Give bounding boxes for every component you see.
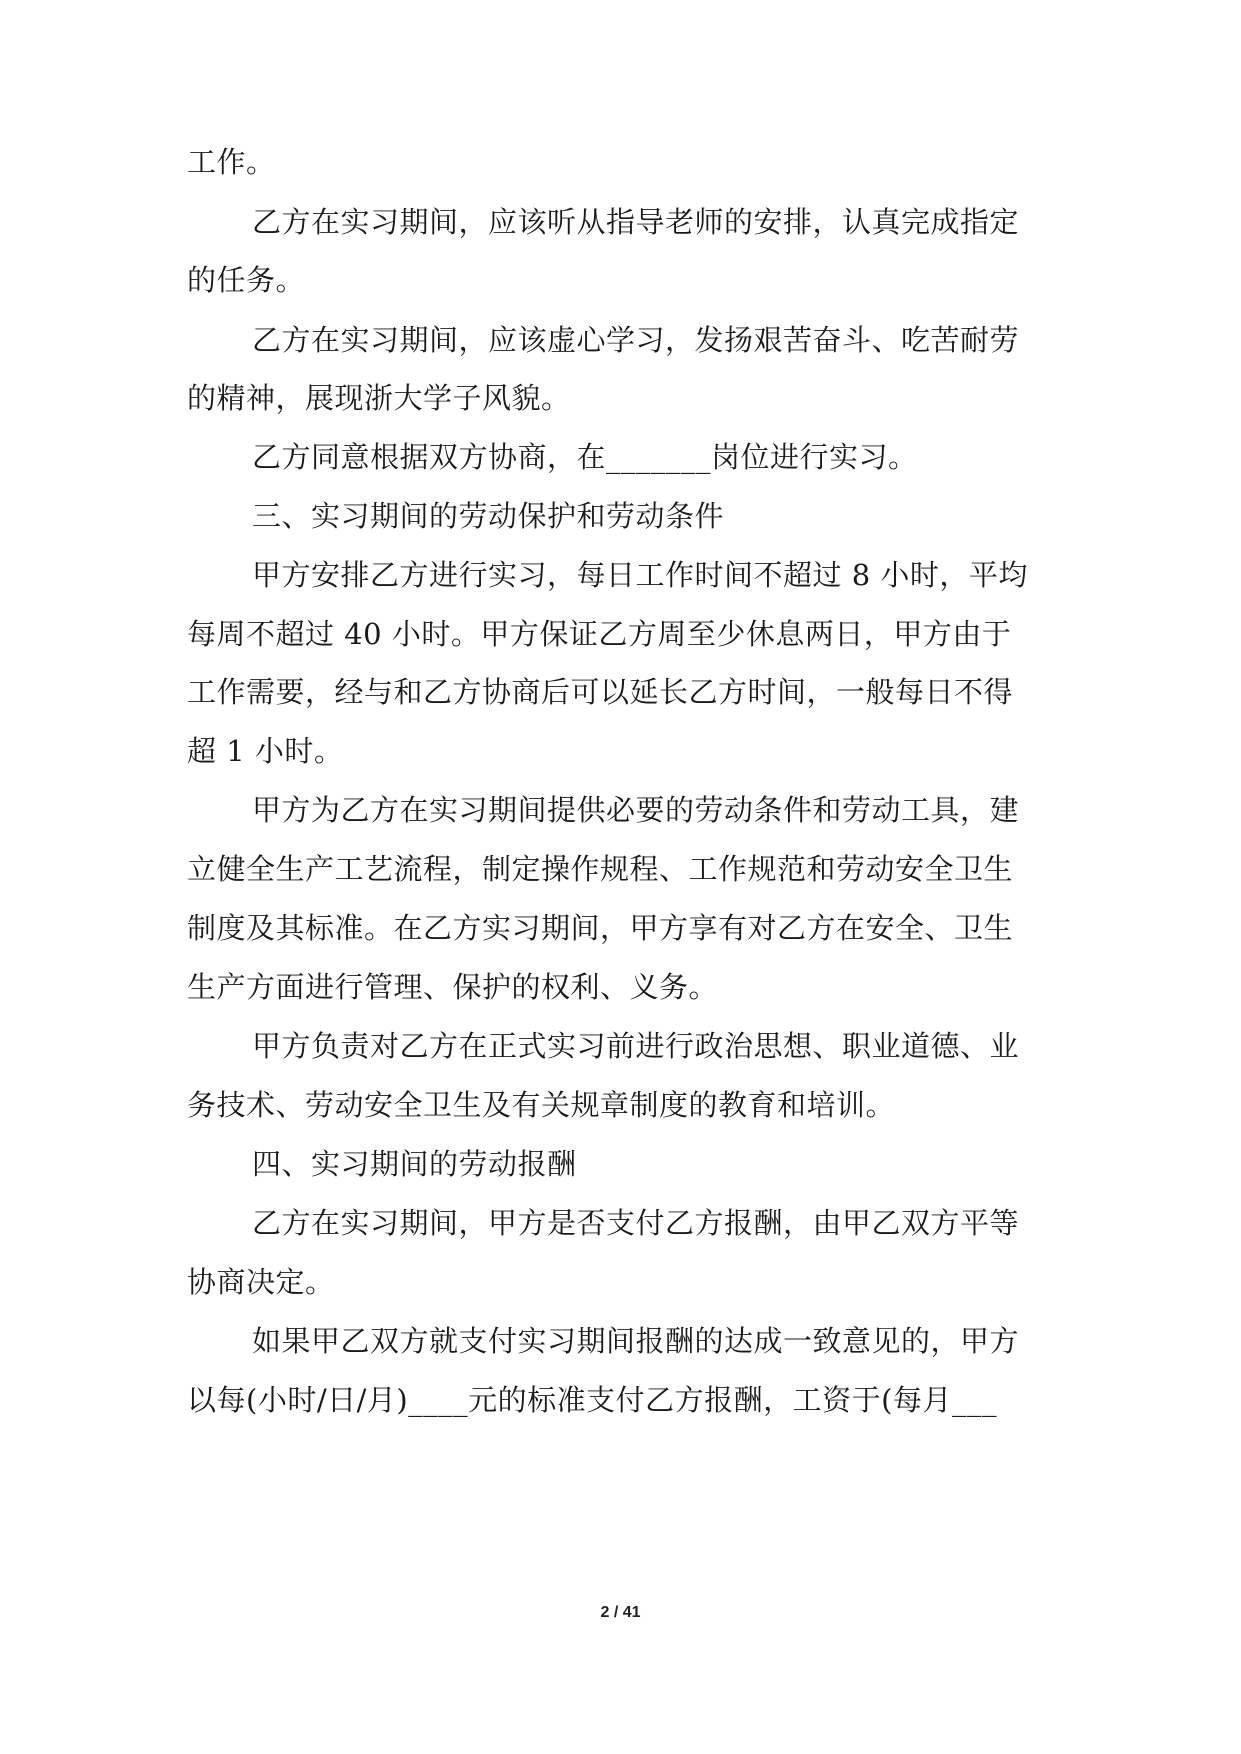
section-heading: 四、实习期间的劳动报酬: [252, 1147, 577, 1181]
text-line: 乙方在实习期间，甲方是否支付乙方报酬，由甲乙双方平等: [252, 1206, 1020, 1240]
text-line: 甲方安排乙方进行实习，每日工作时间不超过 8 小时，平均: [252, 558, 1028, 592]
text-line: 超 1 小时。: [187, 734, 344, 768]
text-line: 生产方面进行管理、保护的权利、义务。: [187, 970, 719, 1004]
text-line: 协商决定。: [187, 1265, 335, 1299]
page-number: 2 / 41: [600, 1604, 641, 1621]
text-line: 甲方为乙方在实习期间提供必要的劳动条件和劳动工具，建: [252, 793, 1020, 827]
text-line: 甲方负责对乙方在正式实习前进行政治思想、职业道德、业: [252, 1029, 1020, 1063]
text-line: 如果甲乙双方就支付实习期间报酬的达成一致意见的，甲方: [252, 1324, 1020, 1358]
text-line: 制度及其标准。在乙方实习期间，甲方享有对乙方在安全、卫生: [187, 911, 1014, 945]
text-line: 工作需要，经与和乙方协商后可以延长乙方时间，一般每日不得: [187, 675, 1014, 709]
text-line: 以每(小时/日/月)____元的标准支付乙方报酬，工资于(每月___: [187, 1383, 997, 1417]
text-line: 每周不超过 40 小时。甲方保证乙方周至少休息两日，甲方由于: [187, 617, 1012, 651]
text-line: 的精神，展现浙大学子风貌。: [187, 381, 571, 415]
section-heading: 三、实习期间的劳动保护和劳动条件: [252, 499, 725, 533]
text-line: 乙方在实习期间，应该听从指导老师的安排，认真完成指定: [252, 205, 1020, 239]
text-line: 乙方同意根据双方协商，在_______岗位进行实习。: [252, 440, 918, 474]
text-line: 工作。: [187, 145, 276, 179]
text-line: 的任务。: [187, 263, 306, 297]
text-line: 务技术、劳动安全卫生及有关规章制度的教育和培训。: [187, 1088, 896, 1122]
text-line: 立健全生产工艺流程，制定操作规程、工作规范和劳动安全卫生: [187, 852, 1014, 886]
text-line: 乙方在实习期间，应该虚心学习，发扬艰苦奋斗、吃苦耐劳: [252, 323, 1020, 357]
